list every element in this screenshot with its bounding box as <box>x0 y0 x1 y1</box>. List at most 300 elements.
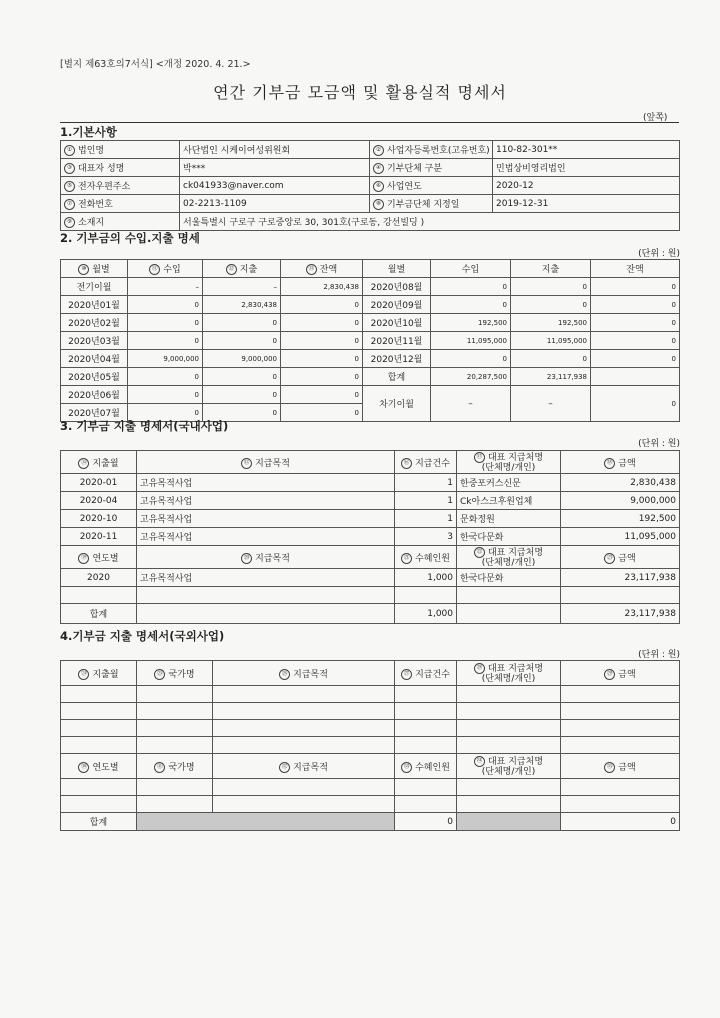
header-cell <box>281 260 363 278</box>
header-row <box>61 451 680 474</box>
field-label-line1: 대표 지급처명 <box>487 547 544 558</box>
expense-cell: 9,000,000 <box>203 350 281 368</box>
header-cell <box>213 661 395 686</box>
field-label: 지출월 <box>92 458 119 469</box>
info-value: ck041933@naver.com <box>180 177 370 195</box>
info-label <box>61 159 180 177</box>
balance-cell: 0 <box>281 332 363 350</box>
field-number: ⑯ <box>401 458 412 469</box>
empty-row <box>61 720 680 737</box>
field-label: 지출 <box>239 265 258 275</box>
expense-row <box>61 510 680 528</box>
domestic-expense-table <box>60 450 680 624</box>
income-cell: 0 <box>128 314 203 332</box>
income-cell: 9,000,000 <box>128 350 203 368</box>
field-number: ⑩ <box>78 264 89 275</box>
expense-row <box>61 474 680 492</box>
header-row <box>61 546 680 569</box>
header-cell <box>395 754 457 779</box>
empty-cell <box>213 796 395 813</box>
field-label-line1: 대표 지급처명 <box>487 452 544 463</box>
info-label <box>370 159 493 177</box>
income-cell: 0 <box>128 404 203 422</box>
count-cell: 3 <box>395 528 457 546</box>
purpose-cell: 고유목적사업 <box>137 528 395 546</box>
field-number: ⑮ <box>241 458 252 469</box>
header-cell <box>457 451 561 474</box>
document-title: 연간 기부금 모금액 및 활용실적 명세서 <box>213 83 507 102</box>
field-number: ⑰ <box>474 452 485 463</box>
field-label-line2: (단체명/개인) <box>481 557 536 568</box>
carry-over-label: 차기이월 <box>363 386 431 422</box>
section3-title: 3. 기부금 지출 명세서(국내사업) <box>60 419 229 433</box>
field-number: ㉚ <box>78 762 89 773</box>
header-cell <box>137 451 395 474</box>
empty-cell <box>395 737 457 754</box>
field-number: ㉟ <box>604 762 615 773</box>
purpose-cell: 고유목적사업 <box>137 492 395 510</box>
overseas-expense-table <box>60 660 680 831</box>
header-row <box>61 661 680 686</box>
header-cell <box>457 661 561 686</box>
month-cell: 2020년08월 <box>363 278 431 296</box>
month-cell: 2020년07월 <box>61 404 128 422</box>
header-cell <box>561 754 680 779</box>
empty-cell <box>61 587 137 604</box>
expense-row <box>61 492 680 510</box>
total-beneficiaries: 1,000 <box>395 604 457 624</box>
income-cell: 0 <box>128 386 203 404</box>
amount-cell: 9,000,000 <box>561 492 680 510</box>
total-label: 합계 <box>61 604 137 624</box>
balance-cell: 0 <box>281 314 363 332</box>
info-label <box>370 177 493 195</box>
expense-cell: 0 <box>203 314 281 332</box>
info-label <box>61 195 180 213</box>
empty-cell <box>137 779 213 796</box>
income-cell: 0 <box>128 332 203 350</box>
month-cell: 2020년02월 <box>61 314 128 332</box>
field-number: ㉕ <box>154 669 165 680</box>
expense-cell: 192,500 <box>511 314 591 332</box>
income-cell: 192,500 <box>431 314 511 332</box>
header-cell <box>61 661 137 686</box>
header-cell <box>561 546 680 569</box>
field-number: ⑧ <box>373 199 384 210</box>
expense-cell: – <box>511 386 591 422</box>
expense-row <box>61 528 680 546</box>
recipient-cell: 한국다문화 <box>457 569 561 587</box>
info-row <box>61 159 680 177</box>
field-label: 지급목적 <box>293 669 328 680</box>
balance-cell: 0 <box>281 386 363 404</box>
header-row <box>61 260 680 278</box>
balance-cell: 0 <box>281 368 363 386</box>
field-number: ㉓ <box>604 553 615 564</box>
month-row <box>61 296 680 314</box>
expense-cell: 23,117,938 <box>511 368 591 386</box>
field-number: ㉙ <box>604 669 615 680</box>
empty-cell <box>561 779 680 796</box>
field-label: 금액 <box>618 669 636 680</box>
month-row <box>61 350 680 368</box>
field-label: 기부금단체 지정일 <box>387 200 460 210</box>
recipient-cell: 한중포커스신문 <box>457 474 561 492</box>
month-cell: 2020년12월 <box>363 350 431 368</box>
header-cell <box>203 260 281 278</box>
empty-cell <box>457 604 561 624</box>
balance-cell: 0 <box>591 314 680 332</box>
header-cell <box>457 546 561 569</box>
empty-cell <box>561 686 680 703</box>
expense-cell: 0 <box>203 332 281 350</box>
field-number: ① <box>64 145 75 156</box>
info-value: 민법상비영리법인 <box>493 159 680 177</box>
empty-cell <box>213 720 395 737</box>
expense-cell: 0 <box>511 296 591 314</box>
count-cell: 1 <box>395 474 457 492</box>
field-label: 사업자등록번호(고유번호) <box>387 146 490 156</box>
empty-cell <box>561 737 680 754</box>
empty-cell <box>137 720 213 737</box>
field-number: ⑫ <box>226 264 237 275</box>
empty-cell <box>457 796 561 813</box>
header-cell <box>61 754 137 779</box>
header-cell <box>137 754 213 779</box>
header-row <box>61 754 680 779</box>
info-row <box>61 141 680 159</box>
field-label: 수입 <box>163 265 181 275</box>
balance-cell: 0 <box>591 278 680 296</box>
field-number: ㉜ <box>279 762 290 773</box>
header-cell <box>395 451 457 474</box>
info-value: 사단법인 시케이여성위원회 <box>180 141 370 159</box>
amount-cell: 23,117,938 <box>561 569 680 587</box>
field-label-line1: 대표 지급처명 <box>487 756 544 767</box>
month-row <box>61 314 680 332</box>
empty-cell <box>457 686 561 703</box>
field-number: ㉔ <box>78 669 89 680</box>
balance-cell: 0 <box>591 386 680 422</box>
field-label: 월별 <box>92 265 110 275</box>
info-label <box>61 141 180 159</box>
expense-cell: 0 <box>203 404 281 422</box>
info-value: 02-2213-1109 <box>180 195 370 213</box>
count-cell: 1 <box>395 510 457 528</box>
balance-cell: 0 <box>281 296 363 314</box>
total-row <box>61 813 680 831</box>
balance-cell: 0 <box>281 350 363 368</box>
empty-cell <box>395 703 457 720</box>
beneficiaries-cell: 1,000 <box>395 569 457 587</box>
field-label: 국가명 <box>168 669 195 680</box>
empty-cell <box>395 587 457 604</box>
header-cell <box>213 754 395 779</box>
info-value: 2019-12-31 <box>493 195 680 213</box>
field-label: 기부단체 구분 <box>387 164 443 174</box>
empty-row <box>61 779 680 796</box>
shaded-cell <box>137 813 395 831</box>
info-value: 2020-12 <box>493 177 680 195</box>
empty-row <box>61 737 680 754</box>
balance-cell: 0 <box>591 350 680 368</box>
shaded-cell <box>457 813 561 831</box>
month-row <box>61 278 680 296</box>
expense-row <box>61 569 680 587</box>
empty-cell <box>561 796 680 813</box>
field-label: 전자우편주소 <box>78 182 131 192</box>
address-row <box>61 213 680 231</box>
field-label: 지급목적 <box>293 762 328 773</box>
header-cell <box>561 451 680 474</box>
field-number: ⑬ <box>306 264 317 275</box>
income-cell: – <box>128 278 203 296</box>
empty-row <box>61 587 680 604</box>
field-label: 법인명 <box>78 146 105 156</box>
header-cell: 잔액 <box>591 260 680 278</box>
month-cell: 2020년10월 <box>363 314 431 332</box>
field-number: ㉑ <box>401 553 412 564</box>
field-label-line1: 대표 지급처명 <box>487 663 544 674</box>
header-cell <box>395 661 457 686</box>
empty-cell <box>137 604 395 624</box>
info-value: 박*** <box>180 159 370 177</box>
field-number: ㉘ <box>474 663 485 674</box>
section4-unit: (단위 : 원) <box>638 650 680 660</box>
recipient-cell: 한국다문화 <box>457 528 561 546</box>
month-cell: 2020년01월 <box>61 296 128 314</box>
empty-cell <box>137 796 213 813</box>
info-label <box>370 195 493 213</box>
section2-title: 2. 기부금의 수입.지출 명세 <box>60 231 200 245</box>
field-number: ⑲ <box>78 553 89 564</box>
basic-info-table <box>60 140 680 231</box>
field-number: ⑭ <box>78 458 89 469</box>
empty-cell <box>561 703 680 720</box>
empty-cell <box>457 703 561 720</box>
income-cell: 0 <box>431 296 511 314</box>
form-reference: [별지 제63호의7서식] <개정 2020. 4. 21.> <box>60 59 251 70</box>
empty-cell <box>395 796 457 813</box>
empty-cell <box>61 686 137 703</box>
field-number: ⑳ <box>241 553 252 564</box>
expense-cell: 0 <box>203 386 281 404</box>
field-number: ⑥ <box>373 181 384 192</box>
empty-cell <box>61 796 137 813</box>
field-label: 수혜인원 <box>415 553 450 564</box>
empty-cell <box>561 720 680 737</box>
empty-row <box>61 796 680 813</box>
expense-cell: 0 <box>203 368 281 386</box>
field-label: 잔액 <box>319 265 338 275</box>
month-row <box>61 386 680 404</box>
balance-cell <box>591 368 680 386</box>
field-label: 지출월 <box>92 669 119 680</box>
empty-cell <box>61 703 137 720</box>
field-label: 수혜인원 <box>415 762 450 773</box>
header-cell <box>395 546 457 569</box>
field-label: 소재지 <box>78 218 105 228</box>
balance-cell: 0 <box>591 296 680 314</box>
field-label: 금액 <box>618 553 636 564</box>
empty-cell <box>395 686 457 703</box>
empty-cell <box>395 779 457 796</box>
info-label <box>61 213 180 231</box>
field-label: 금액 <box>618 762 636 773</box>
field-label-line2: (단체명/개인) <box>481 462 536 473</box>
field-number: ㉖ <box>279 669 290 680</box>
info-label <box>61 177 180 195</box>
income-cell: 0 <box>128 296 203 314</box>
year-cell: 2020 <box>61 569 137 587</box>
month-cell: 2020-11 <box>61 528 137 546</box>
section1-title: 1.기본사항 <box>60 125 117 139</box>
month-cell: 2020년03월 <box>61 332 128 350</box>
header-cell <box>61 260 128 278</box>
count-cell: 1 <box>395 492 457 510</box>
field-label: 지급목적 <box>255 458 290 469</box>
field-number: ③ <box>64 163 75 174</box>
info-row <box>61 195 680 213</box>
header-cell: 월별 <box>363 260 431 278</box>
month-cell: 2020-01 <box>61 474 137 492</box>
header-cell <box>61 451 137 474</box>
balance-cell: 0 <box>281 404 363 422</box>
header-cell: 수입 <box>431 260 511 278</box>
field-number: ⑤ <box>64 181 75 192</box>
recipient-cell: Ck아스크후원업체 <box>457 492 561 510</box>
empty-cell <box>561 587 680 604</box>
field-number: ② <box>373 145 384 156</box>
expense-cell: 11,095,000 <box>511 332 591 350</box>
field-number: ㉒ <box>474 547 485 558</box>
header-cell <box>137 546 395 569</box>
address-value: 서울특별시 구로구 구로중앙로 30, 301호(구로동, 강선빌딩 ) <box>180 213 680 231</box>
income-cell: 11,095,000 <box>431 332 511 350</box>
purpose-cell: 고유목적사업 <box>137 474 395 492</box>
header-cell <box>457 754 561 779</box>
month-row <box>61 368 680 386</box>
month-cell: 2020년04월 <box>61 350 128 368</box>
field-label-line2: (단체명/개인) <box>481 673 536 684</box>
section1-top-rule <box>60 122 679 123</box>
empty-cell <box>61 720 137 737</box>
income-cell: 0 <box>431 278 511 296</box>
total-amount: 0 <box>561 813 680 831</box>
info-label <box>370 141 493 159</box>
header-cell <box>128 260 203 278</box>
month-cell: 2020년09월 <box>363 296 431 314</box>
info-row <box>61 177 680 195</box>
empty-cell <box>457 779 561 796</box>
empty-cell <box>61 779 137 796</box>
income-expense-table <box>60 259 680 422</box>
field-number: ⑱ <box>604 458 615 469</box>
empty-row <box>61 686 680 703</box>
page-side-label: (앞쪽) <box>643 113 668 123</box>
expense-cell: 2,830,438 <box>203 296 281 314</box>
field-label: 지급건수 <box>415 669 450 680</box>
purpose-cell: 고유목적사업 <box>137 569 395 587</box>
amount-cell: 192,500 <box>561 510 680 528</box>
field-label: 대표자 성명 <box>78 164 125 174</box>
amount-cell: 2,830,438 <box>561 474 680 492</box>
empty-cell <box>137 737 213 754</box>
empty-row <box>61 703 680 720</box>
empty-cell <box>137 703 213 720</box>
field-label: 금액 <box>618 458 636 469</box>
field-number: ㉛ <box>154 762 165 773</box>
balance-cell: 2,830,438 <box>281 278 363 296</box>
field-number: ㉞ <box>474 756 485 767</box>
total-amount: 23,117,938 <box>561 604 680 624</box>
expense-cell: 0 <box>511 278 591 296</box>
month-cell: 2020년11월 <box>363 332 431 350</box>
field-number: ⑪ <box>149 264 160 275</box>
total-label: 합계 <box>61 813 137 831</box>
empty-cell <box>213 703 395 720</box>
total-row <box>61 604 680 624</box>
info-value: 110-82-301** <box>493 141 680 159</box>
section4-title: 4.기부금 지출 명세서(국외사업) <box>60 629 225 643</box>
empty-cell <box>213 779 395 796</box>
field-label-line2: (단체명/개인) <box>481 766 536 777</box>
month-cell: 2020-04 <box>61 492 137 510</box>
field-label: 국가명 <box>168 762 195 773</box>
expense-cell: – <box>203 278 281 296</box>
field-label: 지급목적 <box>255 553 290 564</box>
empty-cell <box>457 737 561 754</box>
purpose-cell: 고유목적사업 <box>137 510 395 528</box>
income-cell: – <box>431 386 511 422</box>
month-cell: 합계 <box>363 368 431 386</box>
field-number: ㉝ <box>401 762 412 773</box>
income-cell: 20,287,500 <box>431 368 511 386</box>
month-cell: 2020년05월 <box>61 368 128 386</box>
empty-cell <box>213 686 395 703</box>
section2-unit: (단위 : 원) <box>638 249 680 259</box>
header-cell: 지출 <box>511 260 591 278</box>
empty-cell <box>457 720 561 737</box>
total-count: 0 <box>395 813 457 831</box>
field-label: 연도별 <box>92 762 119 773</box>
field-number: ㉗ <box>401 669 412 680</box>
empty-cell <box>137 686 213 703</box>
income-cell: 0 <box>128 368 203 386</box>
header-cell <box>561 661 680 686</box>
month-cell: 전기이월 <box>61 278 128 296</box>
field-number: ⑨ <box>64 217 75 228</box>
field-number: ④ <box>373 163 384 174</box>
empty-cell <box>457 587 561 604</box>
header-cell <box>61 546 137 569</box>
field-label: 전화번호 <box>78 200 113 210</box>
balance-cell: 0 <box>591 332 680 350</box>
field-number: ⑦ <box>64 199 75 210</box>
empty-cell <box>61 737 137 754</box>
expense-cell: 0 <box>511 350 591 368</box>
amount-cell: 11,095,000 <box>561 528 680 546</box>
empty-cell <box>213 737 395 754</box>
field-label: 사업연도 <box>387 182 422 192</box>
empty-cell <box>137 587 395 604</box>
month-row <box>61 332 680 350</box>
section3-unit: (단위 : 원) <box>638 439 680 449</box>
recipient-cell: 문화정원 <box>457 510 561 528</box>
field-label: 지급건수 <box>415 458 450 469</box>
month-cell: 2020년06월 <box>61 386 128 404</box>
month-cell: 2020-10 <box>61 510 137 528</box>
